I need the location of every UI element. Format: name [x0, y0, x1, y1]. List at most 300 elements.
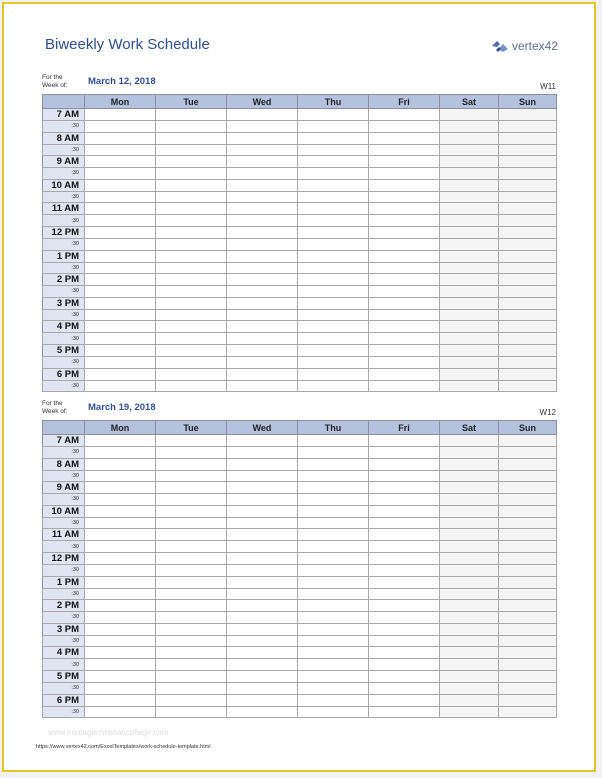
schedule-cell[interactable] — [227, 494, 298, 506]
schedule-cell[interactable] — [440, 297, 499, 309]
schedule-cell[interactable] — [298, 435, 369, 447]
schedule-cell[interactable] — [440, 552, 499, 564]
schedule-cell[interactable] — [227, 564, 298, 576]
schedule-cell[interactable] — [227, 529, 298, 541]
schedule-cell[interactable] — [440, 623, 499, 635]
schedule-cell[interactable] — [369, 576, 440, 588]
schedule-cell[interactable] — [85, 517, 156, 529]
schedule-cell[interactable] — [227, 682, 298, 694]
schedule-cell[interactable] — [499, 694, 557, 706]
schedule-cell[interactable] — [227, 435, 298, 447]
schedule-cell[interactable] — [298, 297, 369, 309]
schedule-cell[interactable] — [298, 505, 369, 517]
schedule-cell[interactable] — [227, 380, 298, 392]
schedule-cell[interactable] — [85, 121, 156, 133]
schedule-cell[interactable] — [499, 458, 557, 470]
schedule-cell[interactable] — [156, 517, 227, 529]
schedule-cell[interactable] — [298, 262, 369, 274]
schedule-cell[interactable] — [156, 541, 227, 553]
schedule-cell[interactable] — [156, 529, 227, 541]
schedule-cell[interactable] — [499, 215, 557, 227]
schedule-cell[interactable] — [440, 458, 499, 470]
schedule-cell[interactable] — [227, 600, 298, 612]
schedule-cell[interactable] — [298, 380, 369, 392]
schedule-cell[interactable] — [298, 156, 369, 168]
schedule-cell[interactable] — [369, 368, 440, 380]
schedule-cell[interactable] — [499, 588, 557, 600]
schedule-cell[interactable] — [156, 682, 227, 694]
schedule-cell[interactable] — [298, 250, 369, 262]
schedule-cell[interactable] — [298, 132, 369, 144]
schedule-cell[interactable] — [440, 435, 499, 447]
schedule-cell[interactable] — [369, 470, 440, 482]
schedule-cell[interactable] — [227, 132, 298, 144]
schedule-cell[interactable] — [298, 286, 369, 298]
schedule-cell[interactable] — [369, 623, 440, 635]
schedule-cell[interactable] — [85, 168, 156, 180]
schedule-cell[interactable] — [369, 226, 440, 238]
schedule-cell[interactable] — [227, 286, 298, 298]
schedule-cell[interactable] — [499, 356, 557, 368]
schedule-cell[interactable] — [369, 706, 440, 718]
schedule-cell[interactable] — [156, 109, 227, 121]
schedule-cell[interactable] — [85, 682, 156, 694]
schedule-cell[interactable] — [440, 356, 499, 368]
schedule-cell[interactable] — [156, 564, 227, 576]
schedule-cell[interactable] — [440, 132, 499, 144]
schedule-cell[interactable] — [440, 576, 499, 588]
schedule-cell[interactable] — [85, 706, 156, 718]
schedule-cell[interactable] — [499, 274, 557, 286]
schedule-cell[interactable] — [499, 321, 557, 333]
schedule-cell[interactable] — [85, 623, 156, 635]
schedule-cell[interactable] — [440, 564, 499, 576]
schedule-cell[interactable] — [85, 286, 156, 298]
schedule-cell[interactable] — [85, 380, 156, 392]
schedule-cell[interactable] — [499, 144, 557, 156]
schedule-cell[interactable] — [298, 552, 369, 564]
schedule-cell[interactable] — [85, 635, 156, 647]
schedule-cell[interactable] — [227, 274, 298, 286]
schedule-cell[interactable] — [298, 321, 369, 333]
schedule-cell[interactable] — [499, 612, 557, 624]
schedule-cell[interactable] — [85, 144, 156, 156]
schedule-cell[interactable] — [499, 541, 557, 553]
schedule-cell[interactable] — [156, 494, 227, 506]
schedule-cell[interactable] — [499, 156, 557, 168]
schedule-cell[interactable] — [298, 447, 369, 459]
schedule-cell[interactable] — [85, 435, 156, 447]
schedule-cell[interactable] — [440, 215, 499, 227]
schedule-cell[interactable] — [227, 659, 298, 671]
schedule-cell[interactable] — [227, 505, 298, 517]
schedule-cell[interactable] — [85, 321, 156, 333]
schedule-cell[interactable] — [156, 356, 227, 368]
schedule-cell[interactable] — [156, 168, 227, 180]
schedule-cell[interactable] — [227, 647, 298, 659]
schedule-cell[interactable] — [298, 168, 369, 180]
schedule-cell[interactable] — [499, 226, 557, 238]
schedule-cell[interactable] — [499, 435, 557, 447]
schedule-cell[interactable] — [298, 203, 369, 215]
schedule-cell[interactable] — [227, 321, 298, 333]
schedule-cell[interactable] — [156, 612, 227, 624]
schedule-cell[interactable] — [499, 529, 557, 541]
schedule-cell[interactable] — [298, 564, 369, 576]
schedule-cell[interactable] — [85, 552, 156, 564]
footer-url[interactable]: https://www.vertex42.com/ExcelTemplates/work-schedule-template.html — [36, 744, 211, 750]
schedule-cell[interactable] — [440, 670, 499, 682]
schedule-cell[interactable] — [499, 132, 557, 144]
schedule-cell[interactable] — [499, 262, 557, 274]
schedule-cell[interactable] — [227, 458, 298, 470]
schedule-cell[interactable] — [499, 482, 557, 494]
schedule-cell[interactable] — [440, 191, 499, 203]
schedule-cell[interactable] — [298, 706, 369, 718]
schedule-cell[interactable] — [156, 215, 227, 227]
schedule-cell[interactable] — [227, 612, 298, 624]
schedule-cell[interactable] — [369, 132, 440, 144]
schedule-cell[interactable] — [85, 250, 156, 262]
schedule-cell[interactable] — [227, 552, 298, 564]
schedule-cell[interactable] — [369, 309, 440, 321]
schedule-cell[interactable] — [369, 458, 440, 470]
schedule-cell[interactable] — [298, 623, 369, 635]
schedule-cell[interactable] — [369, 321, 440, 333]
schedule-cell[interactable] — [227, 706, 298, 718]
schedule-cell[interactable] — [227, 215, 298, 227]
schedule-cell[interactable] — [298, 670, 369, 682]
schedule-cell[interactable] — [369, 552, 440, 564]
schedule-cell[interactable] — [298, 659, 369, 671]
schedule-cell[interactable] — [85, 612, 156, 624]
schedule-cell[interactable] — [156, 297, 227, 309]
schedule-cell[interactable] — [440, 168, 499, 180]
schedule-cell[interactable] — [499, 250, 557, 262]
schedule-cell[interactable] — [227, 344, 298, 356]
schedule-cell[interactable] — [156, 635, 227, 647]
schedule-cell[interactable] — [227, 623, 298, 635]
schedule-cell[interactable] — [440, 203, 499, 215]
schedule-cell[interactable] — [298, 694, 369, 706]
schedule-cell[interactable] — [156, 333, 227, 345]
schedule-cell[interactable] — [227, 179, 298, 191]
schedule-cell[interactable] — [156, 226, 227, 238]
schedule-cell[interactable] — [298, 144, 369, 156]
schedule-cell[interactable] — [440, 344, 499, 356]
schedule-cell[interactable] — [298, 179, 369, 191]
schedule-cell[interactable] — [499, 333, 557, 345]
schedule-cell[interactable] — [156, 552, 227, 564]
schedule-cell[interactable] — [440, 706, 499, 718]
schedule-cell[interactable] — [298, 470, 369, 482]
schedule-cell[interactable] — [298, 191, 369, 203]
schedule-cell[interactable] — [369, 447, 440, 459]
schedule-cell[interactable] — [298, 333, 369, 345]
schedule-cell[interactable] — [85, 694, 156, 706]
schedule-cell[interactable] — [440, 250, 499, 262]
schedule-cell[interactable] — [156, 321, 227, 333]
schedule-cell[interactable] — [298, 458, 369, 470]
schedule-cell[interactable] — [440, 238, 499, 250]
schedule-cell[interactable] — [85, 179, 156, 191]
schedule-cell[interactable] — [499, 682, 557, 694]
schedule-cell[interactable] — [369, 682, 440, 694]
schedule-cell[interactable] — [440, 262, 499, 274]
schedule-cell[interactable] — [369, 541, 440, 553]
schedule-cell[interactable] — [369, 612, 440, 624]
schedule-cell[interactable] — [499, 179, 557, 191]
schedule-cell[interactable] — [440, 309, 499, 321]
schedule-cell[interactable] — [369, 344, 440, 356]
schedule-cell[interactable] — [440, 144, 499, 156]
schedule-cell[interactable] — [156, 670, 227, 682]
schedule-cell[interactable] — [156, 447, 227, 459]
schedule-cell[interactable] — [156, 380, 227, 392]
schedule-cell[interactable] — [369, 297, 440, 309]
schedule-cell[interactable] — [85, 600, 156, 612]
schedule-cell[interactable] — [85, 156, 156, 168]
schedule-cell[interactable] — [85, 647, 156, 659]
schedule-cell[interactable] — [440, 156, 499, 168]
schedule-cell[interactable] — [227, 156, 298, 168]
schedule-cell[interactable] — [298, 356, 369, 368]
schedule-cell[interactable] — [298, 600, 369, 612]
schedule-cell[interactable] — [156, 588, 227, 600]
schedule-cell[interactable] — [369, 121, 440, 133]
schedule-cell[interactable] — [440, 505, 499, 517]
schedule-cell[interactable] — [85, 494, 156, 506]
schedule-cell[interactable] — [369, 505, 440, 517]
schedule-cell[interactable] — [298, 109, 369, 121]
schedule-cell[interactable] — [369, 156, 440, 168]
schedule-cell[interactable] — [369, 191, 440, 203]
schedule-cell[interactable] — [499, 203, 557, 215]
schedule-cell[interactable] — [227, 368, 298, 380]
schedule-cell[interactable] — [156, 659, 227, 671]
schedule-cell[interactable] — [440, 121, 499, 133]
schedule-cell[interactable] — [440, 226, 499, 238]
schedule-cell[interactable] — [298, 482, 369, 494]
schedule-cell[interactable] — [156, 600, 227, 612]
schedule-cell[interactable] — [369, 144, 440, 156]
schedule-cell[interactable] — [440, 286, 499, 298]
week-start-date[interactable]: March 12, 2018 — [88, 76, 156, 87]
schedule-cell[interactable] — [298, 238, 369, 250]
schedule-cell[interactable] — [156, 505, 227, 517]
schedule-cell[interactable] — [227, 482, 298, 494]
schedule-cell[interactable] — [440, 694, 499, 706]
schedule-cell[interactable] — [227, 203, 298, 215]
schedule-cell[interactable] — [369, 356, 440, 368]
schedule-cell[interactable] — [369, 250, 440, 262]
schedule-cell[interactable] — [440, 321, 499, 333]
schedule-cell[interactable] — [227, 635, 298, 647]
schedule-cell[interactable] — [156, 706, 227, 718]
schedule-cell[interactable] — [227, 226, 298, 238]
schedule-cell[interactable] — [440, 482, 499, 494]
schedule-cell[interactable] — [85, 344, 156, 356]
schedule-cell[interactable] — [499, 517, 557, 529]
schedule-cell[interactable] — [156, 623, 227, 635]
schedule-cell[interactable] — [227, 588, 298, 600]
schedule-cell[interactable] — [440, 368, 499, 380]
schedule-cell[interactable] — [227, 517, 298, 529]
schedule-cell[interactable] — [156, 482, 227, 494]
schedule-cell[interactable] — [499, 706, 557, 718]
schedule-cell[interactable] — [156, 179, 227, 191]
schedule-cell[interactable] — [499, 576, 557, 588]
schedule-cell[interactable] — [85, 226, 156, 238]
schedule-cell[interactable] — [369, 215, 440, 227]
schedule-cell[interactable] — [85, 482, 156, 494]
schedule-cell[interactable] — [499, 659, 557, 671]
schedule-cell[interactable] — [298, 121, 369, 133]
schedule-cell[interactable] — [440, 179, 499, 191]
schedule-cell[interactable] — [369, 494, 440, 506]
schedule-cell[interactable] — [440, 588, 499, 600]
schedule-cell[interactable] — [440, 541, 499, 553]
schedule-cell[interactable] — [227, 121, 298, 133]
schedule-cell[interactable] — [499, 600, 557, 612]
schedule-cell[interactable] — [298, 344, 369, 356]
schedule-cell[interactable] — [156, 435, 227, 447]
schedule-cell[interactable] — [85, 670, 156, 682]
schedule-cell[interactable] — [440, 600, 499, 612]
schedule-cell[interactable] — [227, 309, 298, 321]
schedule-cell[interactable] — [369, 238, 440, 250]
schedule-cell[interactable] — [440, 333, 499, 345]
schedule-cell[interactable] — [85, 447, 156, 459]
schedule-cell[interactable] — [369, 482, 440, 494]
schedule-cell[interactable] — [298, 635, 369, 647]
schedule-cell[interactable] — [440, 470, 499, 482]
schedule-cell[interactable] — [440, 612, 499, 624]
schedule-cell[interactable] — [227, 333, 298, 345]
schedule-cell[interactable] — [298, 647, 369, 659]
schedule-cell[interactable] — [440, 274, 499, 286]
schedule-cell[interactable] — [440, 380, 499, 392]
schedule-cell[interactable] — [156, 250, 227, 262]
schedule-cell[interactable] — [156, 262, 227, 274]
schedule-cell[interactable] — [156, 694, 227, 706]
schedule-cell[interactable] — [85, 109, 156, 121]
schedule-cell[interactable] — [369, 647, 440, 659]
schedule-cell[interactable] — [499, 286, 557, 298]
schedule-cell[interactable] — [156, 274, 227, 286]
schedule-cell[interactable] — [369, 529, 440, 541]
schedule-cell[interactable] — [156, 368, 227, 380]
schedule-cell[interactable] — [85, 356, 156, 368]
schedule-cell[interactable] — [499, 470, 557, 482]
schedule-cell[interactable] — [156, 144, 227, 156]
schedule-cell[interactable] — [85, 333, 156, 345]
schedule-cell[interactable] — [156, 576, 227, 588]
schedule-cell[interactable] — [156, 121, 227, 133]
schedule-cell[interactable] — [156, 203, 227, 215]
schedule-cell[interactable] — [85, 309, 156, 321]
schedule-cell[interactable] — [369, 670, 440, 682]
schedule-cell[interactable] — [298, 226, 369, 238]
schedule-cell[interactable] — [298, 494, 369, 506]
schedule-cell[interactable] — [440, 659, 499, 671]
schedule-cell[interactable] — [440, 447, 499, 459]
schedule-cell[interactable] — [85, 576, 156, 588]
schedule-cell[interactable] — [499, 647, 557, 659]
schedule-cell[interactable] — [298, 588, 369, 600]
schedule-cell[interactable] — [227, 576, 298, 588]
schedule-cell[interactable] — [298, 612, 369, 624]
schedule-cell[interactable] — [369, 109, 440, 121]
schedule-cell[interactable] — [499, 368, 557, 380]
schedule-cell[interactable] — [499, 670, 557, 682]
schedule-cell[interactable] — [369, 694, 440, 706]
schedule-cell[interactable] — [156, 458, 227, 470]
schedule-cell[interactable] — [369, 564, 440, 576]
week-start-date[interactable]: March 19, 2018 — [88, 402, 156, 413]
schedule-cell[interactable] — [298, 215, 369, 227]
schedule-cell[interactable] — [227, 262, 298, 274]
schedule-cell[interactable] — [298, 517, 369, 529]
schedule-cell[interactable] — [227, 297, 298, 309]
schedule-cell[interactable] — [369, 168, 440, 180]
schedule-cell[interactable] — [440, 647, 499, 659]
schedule-cell[interactable] — [499, 297, 557, 309]
schedule-cell[interactable] — [499, 564, 557, 576]
schedule-cell[interactable] — [85, 529, 156, 541]
schedule-cell[interactable] — [499, 344, 557, 356]
schedule-cell[interactable] — [369, 179, 440, 191]
schedule-cell[interactable] — [227, 191, 298, 203]
schedule-cell[interactable] — [156, 238, 227, 250]
schedule-cell[interactable] — [369, 274, 440, 286]
schedule-cell[interactable] — [85, 505, 156, 517]
schedule-cell[interactable] — [227, 109, 298, 121]
schedule-cell[interactable] — [85, 368, 156, 380]
schedule-cell[interactable] — [499, 505, 557, 517]
schedule-cell[interactable] — [227, 447, 298, 459]
schedule-cell[interactable] — [227, 144, 298, 156]
schedule-cell[interactable] — [440, 494, 499, 506]
schedule-cell[interactable] — [440, 529, 499, 541]
schedule-cell[interactable] — [369, 286, 440, 298]
schedule-cell[interactable] — [227, 168, 298, 180]
schedule-cell[interactable] — [369, 588, 440, 600]
schedule-cell[interactable] — [499, 109, 557, 121]
schedule-cell[interactable] — [298, 309, 369, 321]
schedule-cell[interactable] — [298, 274, 369, 286]
schedule-cell[interactable] — [499, 552, 557, 564]
schedule-cell[interactable] — [156, 647, 227, 659]
schedule-cell[interactable] — [499, 168, 557, 180]
schedule-cell[interactable] — [499, 380, 557, 392]
schedule-cell[interactable] — [369, 333, 440, 345]
schedule-cell[interactable] — [85, 564, 156, 576]
schedule-cell[interactable] — [298, 576, 369, 588]
schedule-cell[interactable] — [227, 541, 298, 553]
schedule-cell[interactable] — [499, 238, 557, 250]
schedule-cell[interactable] — [499, 447, 557, 459]
schedule-cell[interactable] — [298, 541, 369, 553]
schedule-cell[interactable] — [369, 600, 440, 612]
schedule-cell[interactable] — [440, 109, 499, 121]
schedule-cell[interactable] — [156, 156, 227, 168]
schedule-cell[interactable] — [499, 635, 557, 647]
schedule-cell[interactable] — [499, 623, 557, 635]
schedule-cell[interactable] — [85, 274, 156, 286]
schedule-cell[interactable] — [227, 694, 298, 706]
schedule-cell[interactable] — [499, 494, 557, 506]
